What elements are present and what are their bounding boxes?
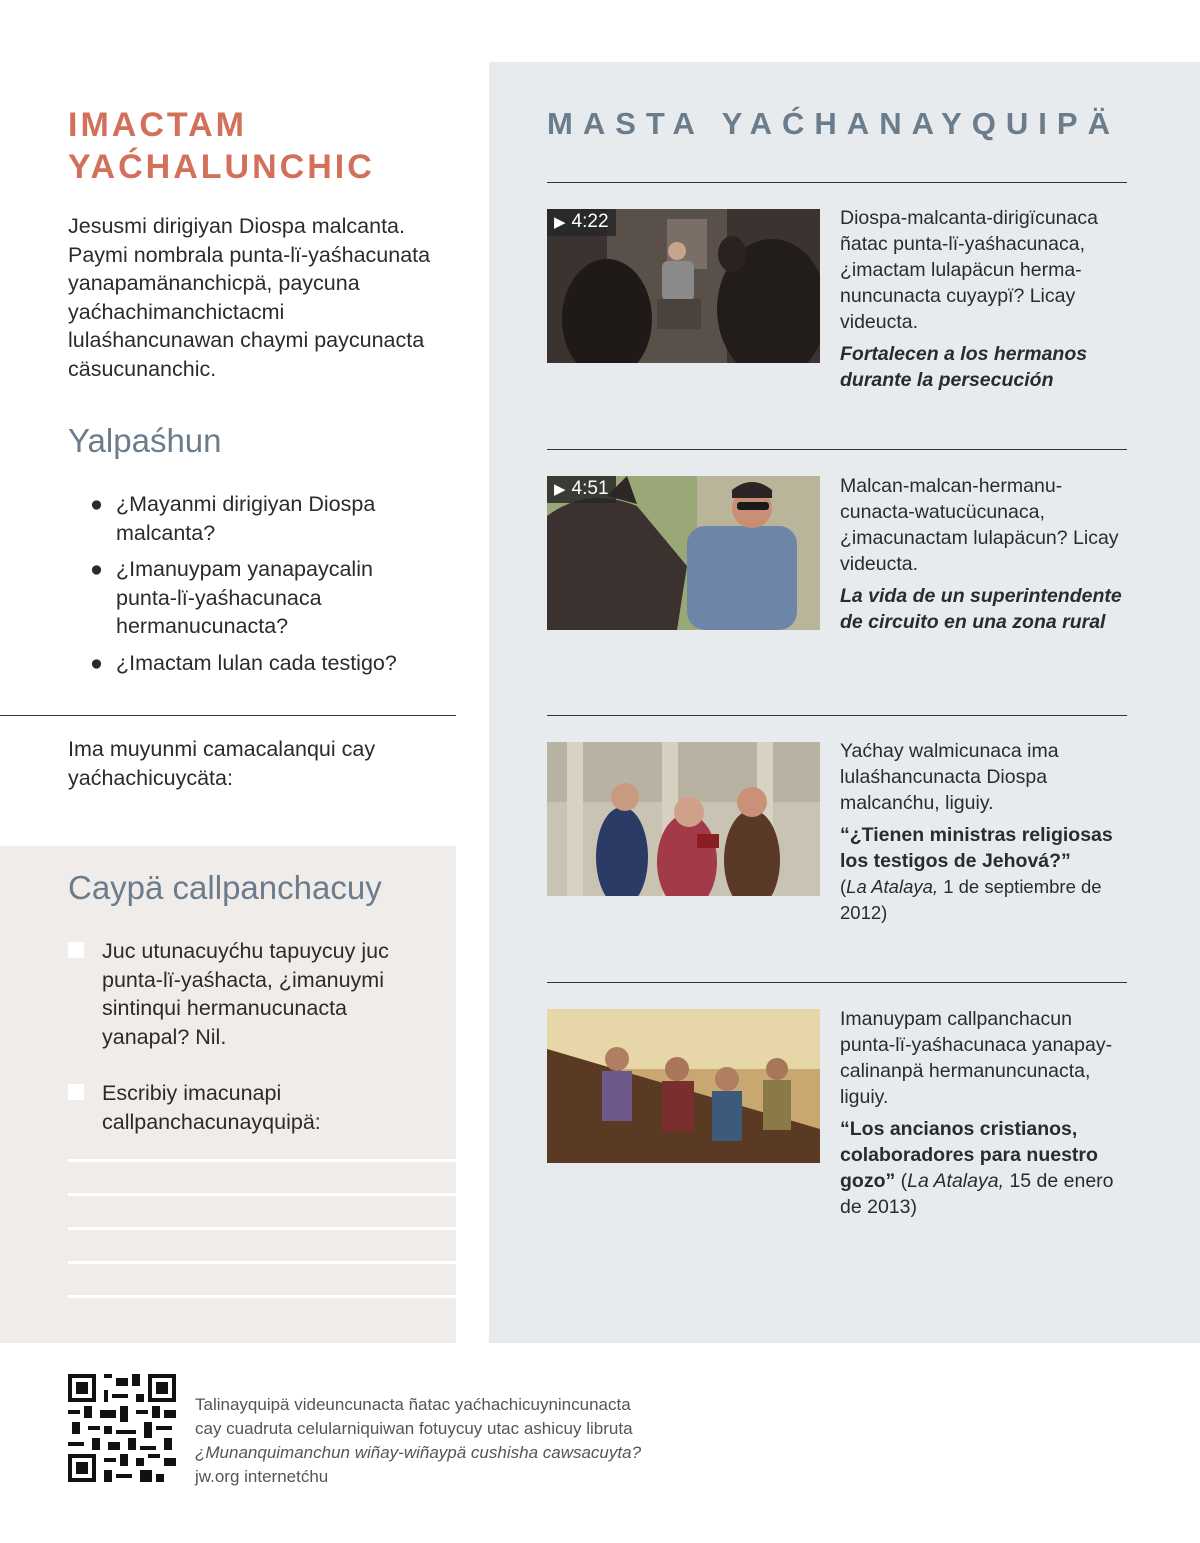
section-divider (0, 715, 456, 716)
writing-line[interactable] (68, 1159, 456, 1162)
try-this-heading: Caypä callpanchacuy (68, 869, 382, 906)
intro-paragraph: Jesusmi dirigiyan Diospa malcanta. Paymi nombrala punta-lï-yaśhacunata yanapamänanchicpä, paycuna yaćhachimanchictacmi lulaśhancunawan chaymi paycunacta cäsucunanchic. (68, 214, 431, 381)
bullet-icon: ● (90, 492, 103, 516)
resource-text (840, 738, 1130, 926)
lesson-title-line-1: IMACTAM (68, 106, 247, 144)
video-duration-badge (547, 476, 616, 503)
reference-open: ( (895, 1170, 908, 1192)
lesson-title (68, 104, 375, 188)
footer-note (195, 1393, 755, 1489)
question-text: ¿Imanuypam yanapaycalin punta-lï-yaśhacunaca hermanucunacta? (116, 557, 373, 638)
resource-description: Malcan-malcan-hermanu-cunacta-watucücunaca, ¿imacunactam lulapäcun? Licay videucta. (840, 475, 1119, 575)
video-thumbnail-circuit-overseer[interactable] (547, 476, 820, 630)
resource-title[interactable]: La vida de un superintendente de circuito en una zona rural (840, 585, 1122, 633)
bullet-icon: ● (90, 557, 103, 581)
question-text: ¿Mayanmi dirigiyan Diospa malcanta? (116, 492, 376, 545)
further-study-heading: MASTA YAĆHANAYQUIPÄ (547, 106, 1120, 141)
resource-title[interactable]: “Los ancianos cristianos, colaboradores para nuestro gozo” (840, 1118, 1098, 1192)
bullet-icon: ● (90, 650, 103, 675)
writing-line[interactable] (68, 1261, 456, 1264)
video-thumbnail-persecution[interactable] (547, 209, 820, 363)
resource-description: Diospa-malcanta-dirigïcunaca ñatac punta-lï-yaśhacunaca, ¿imactam lulapäcun herma-nuncunacta cuyaypï? Licay videucta. (840, 207, 1098, 333)
reference-detail: 15 de enero de 2013) (840, 1170, 1114, 1218)
checkbox-icon[interactable] (68, 942, 84, 958)
reference-detail: 1 de septiembre de 2012) (840, 876, 1102, 923)
question-item (90, 649, 430, 678)
reference-source: La Atalaya, (846, 876, 939, 897)
checkbox-icon[interactable] (68, 1084, 84, 1100)
lesson-title-line-2: YAĆHALUNCHIC (68, 148, 375, 186)
writing-line[interactable] (68, 1193, 456, 1196)
footer-brochure-title[interactable]: ¿Munanquimanchun wiñay-wiñaypä cushisha cawsacuyta? (195, 1443, 642, 1462)
checklist-item (68, 937, 428, 1051)
article-image-women[interactable] (547, 742, 820, 896)
resource-title[interactable]: “¿Tienen ministras religiosas los testigos de Jehová?” (840, 824, 1113, 872)
question-item (90, 555, 430, 641)
section-divider (547, 982, 1127, 983)
footer-line-1: Talinayquipä videuncunacta ñatac yaćhachicuynincunacta (195, 1395, 631, 1414)
resource-text (840, 473, 1130, 635)
duration-text: 4:22 (571, 211, 609, 232)
video-duration-badge (547, 209, 616, 236)
discussion-questions (90, 490, 430, 685)
checklist-item (68, 1079, 428, 1136)
section-divider (547, 182, 1127, 183)
resource-text (840, 1006, 1130, 1220)
article-image (547, 1009, 820, 1163)
reference-source: La Atalaya, (907, 1170, 1004, 1192)
explore-prompt: Ima muyunmi camacalanqui cay yaćhachicuycäta: (68, 737, 376, 790)
article-image (547, 742, 820, 896)
section-divider (547, 715, 1127, 716)
duration-text: 4:51 (571, 478, 609, 499)
article-image-elders[interactable] (547, 1009, 820, 1163)
resource-description: Imanuypam callpanchacun punta-lï-yaśhacunaca yanapay-calinanpä hermanuncunacta, liguiy. (840, 1008, 1113, 1108)
footer-line-2: cay cuadruta celularniquiwan fotuycuy utac ashicuy libruta (195, 1419, 633, 1438)
writing-line[interactable] (68, 1295, 456, 1298)
play-icon: ▶ (554, 481, 566, 498)
discuss-heading: Yalpaśhun (68, 422, 222, 459)
reference-open: ( (840, 876, 847, 897)
resource-title[interactable]: Fortalecen a los hermanos durante la persecución (840, 343, 1088, 391)
section-divider (547, 449, 1127, 450)
qr-code-icon[interactable] (68, 1374, 176, 1482)
resource-reference (840, 1116, 1130, 1220)
question-item (90, 490, 430, 547)
resource-description: Yaćhay walmicunaca ima lulaśhancunacta Diospa malcanćhu, liguiy. (840, 740, 1059, 814)
checklist-text: Juc utunacuyćhu tapuycuy juc punta-lï-yaśhacta, ¿imanuymi sintinqui hermanucunacta yanapal? Nil. (102, 939, 389, 1049)
writing-line[interactable] (68, 1227, 456, 1230)
resource-text (840, 205, 1130, 393)
footer-website[interactable]: jw.org internetćhu (195, 1467, 329, 1486)
resource-reference (840, 874, 1130, 926)
checklist-text: Escribiy imacunapi callpanchacunayquipä: (102, 1081, 321, 1134)
question-text: ¿Imactam lulan cada testigo? (116, 650, 397, 675)
play-icon: ▶ (554, 214, 566, 231)
